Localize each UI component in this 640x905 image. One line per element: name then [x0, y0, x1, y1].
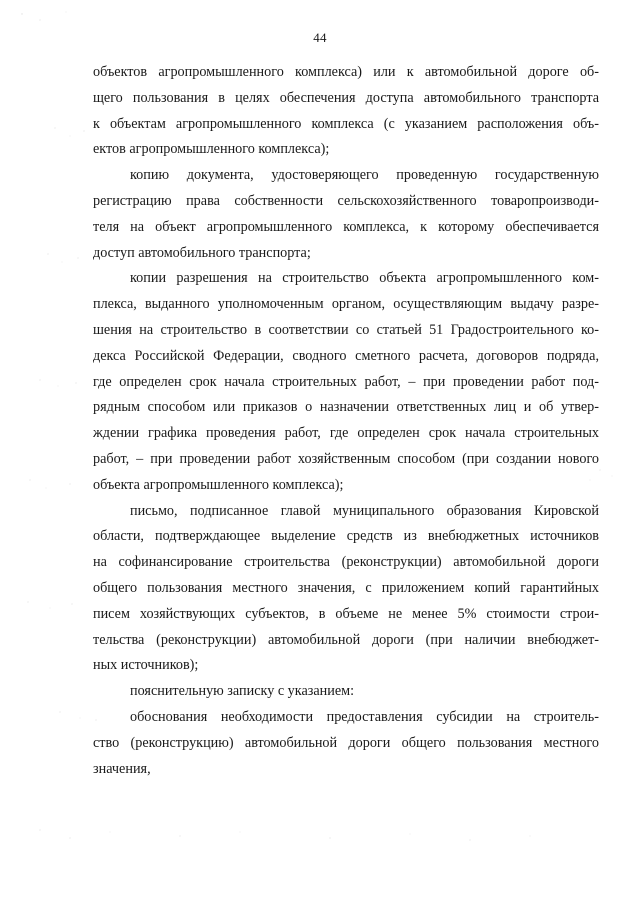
- text-line: плекса, выданного уполномоченным органом, осуществляющим выдачу разре-: [93, 296, 599, 313]
- page-number: 44: [313, 30, 327, 45]
- text-line: на софинансирование строительства (реконструкции) автомобильной дороги: [93, 554, 599, 571]
- paragraph-explanatory-note: [93, 679, 599, 705]
- text-line: пояснительную записку с указанием:: [130, 683, 355, 700]
- text-line: тельства (реконструкции) автомобильной дороги (при наличии внебюджет-: [93, 631, 599, 648]
- text-line: значения,: [93, 760, 151, 777]
- text-line: общего пользования местного значения, с приложением копий гарантийных: [93, 579, 599, 596]
- text-line: письмо, подписанное главой муниципального образования Кировской: [130, 502, 599, 519]
- text-line: шения на строительство в соответствии со статьей 51 Градостроительного ко-: [93, 321, 599, 338]
- text-line: щего пользования в целях обеспечения доступа автомобильного транспорта: [93, 89, 599, 106]
- text-line: к объектам агропромышленного комплекса (с указанием расположения объ-: [93, 115, 599, 132]
- text-line: работ, – при проведении работ хозяйственным способом (при создании нового: [93, 450, 599, 467]
- text-line: писем хозяйствующих субъектов, в объеме не менее 5% стоимости строи-: [93, 605, 599, 622]
- paragraph-ownership-document: [93, 163, 599, 266]
- text-line: где определен срок начала строительных работ, – при проведении работ под-: [93, 373, 599, 390]
- text-line: ство (реконструкцию) автомобильной дороги общего пользования местного: [93, 734, 599, 751]
- paragraph-municipal-letter: [93, 499, 599, 680]
- text-line: ждении графика проведения работ, где определен срок начала строительных: [93, 425, 599, 442]
- text-line: рядным способом или приказов о назначении ответственных лиц и об утвер-: [93, 399, 599, 416]
- text-line: объекта агропромышленного комплекса);: [93, 476, 344, 493]
- paragraph-access-object: [93, 60, 599, 163]
- text-line: копии разрешения на строительство объекта агропромышленного ком-: [130, 270, 599, 287]
- text-line: ных источников);: [93, 657, 199, 674]
- paragraph-subsidy-justification: [93, 705, 599, 782]
- text-line: декса Российской Федерации, сводного сметного расчета, договоров подряда,: [93, 347, 599, 364]
- text-line: области, подтверждающее выделение средств из внебюджетных источников: [93, 528, 599, 545]
- text-line: регистрацию права собственности сельскохозяйственного товаропроизводи-: [93, 192, 599, 209]
- text-line: обоснования необходимости предоставления субсидии на строитель-: [130, 708, 599, 725]
- body-text: [93, 60, 599, 782]
- text-line: доступ автомобильного транспорта;: [93, 244, 311, 261]
- text-line: копию документа, удостоверяющего проведенную государственную: [130, 167, 599, 184]
- text-line: теля на объект агропромышленного комплекса, к которому обеспечивается: [93, 218, 599, 235]
- paragraph-construction-permit: [93, 266, 599, 498]
- text-line: объектов агропромышленного комплекса) или к автомобильной дороге об-: [93, 64, 599, 80]
- text-line: ектов агропромышленного комплекса);: [93, 141, 330, 158]
